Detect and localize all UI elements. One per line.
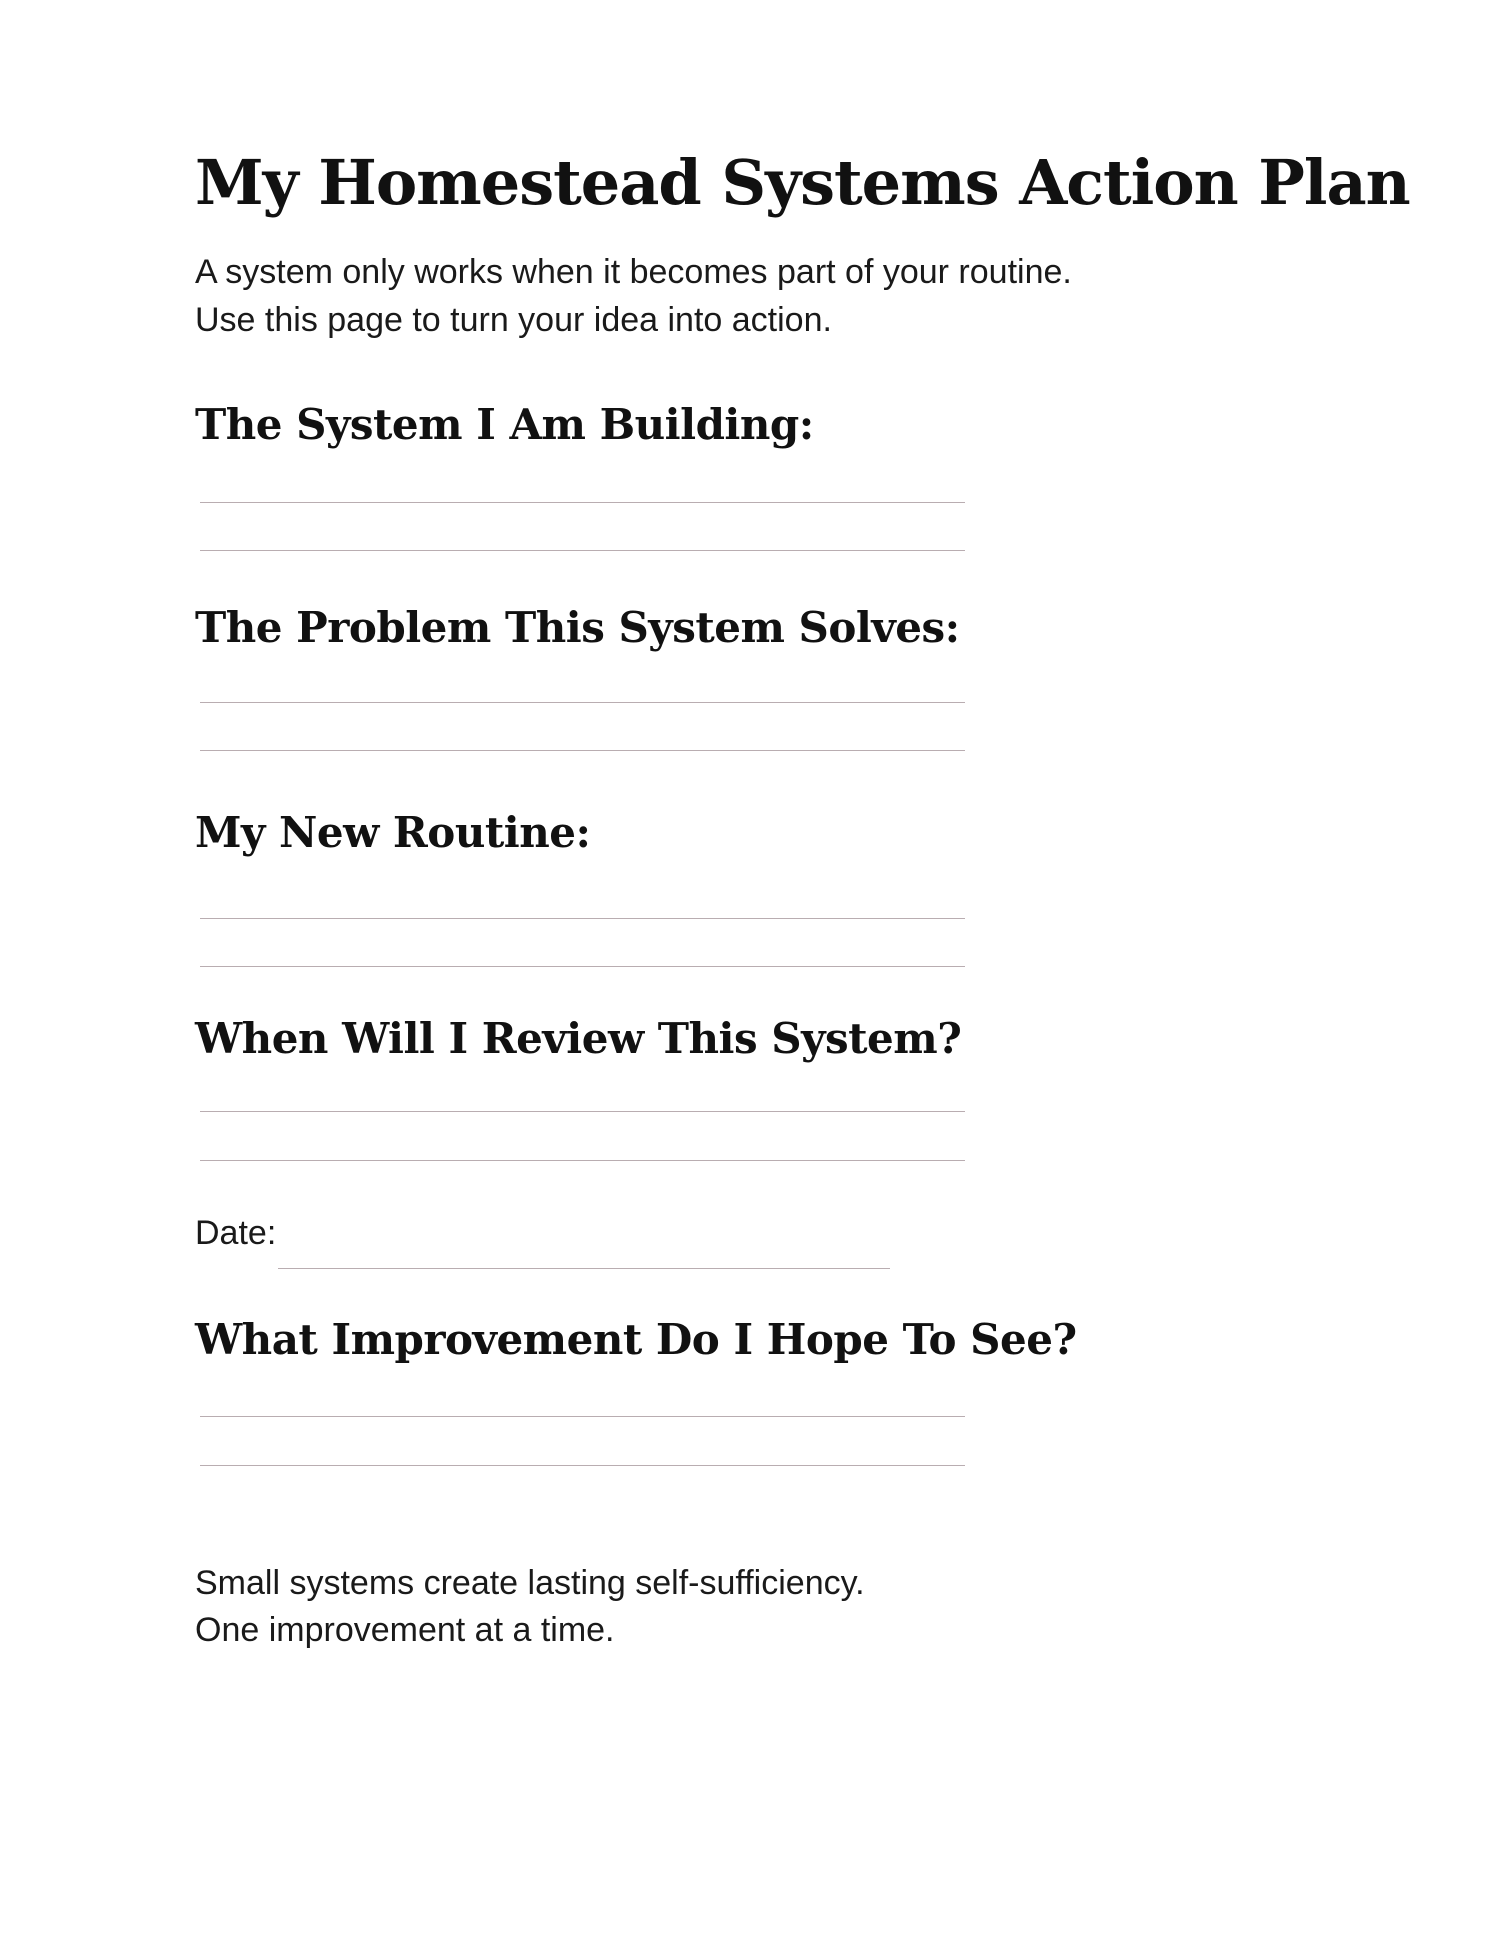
closing-text bbox=[195, 1560, 865, 1654]
intro-line-1: A system only works when it becomes part of your routine. bbox=[195, 253, 1072, 291]
intro-line-2: Use this page to turn your idea into action. bbox=[195, 301, 832, 339]
write-line-system-1[interactable] bbox=[200, 502, 965, 503]
section-heading-problem: The Problem This System Solves: bbox=[195, 603, 960, 652]
write-line-problem-2[interactable] bbox=[200, 750, 965, 751]
intro-text bbox=[195, 248, 1072, 344]
section-heading-system: The System I Am Building: bbox=[195, 400, 814, 449]
write-line-routine-1[interactable] bbox=[200, 918, 965, 919]
write-line-improvement-2[interactable] bbox=[200, 1465, 965, 1466]
closing-line-2: One improvement at a time. bbox=[195, 1611, 615, 1649]
date-write-line[interactable] bbox=[278, 1268, 890, 1269]
closing-line-1: Small systems create lasting self-sufficiency. bbox=[195, 1564, 865, 1602]
write-line-problem-1[interactable] bbox=[200, 702, 965, 703]
write-line-system-2[interactable] bbox=[200, 550, 965, 551]
write-line-improvement-1[interactable] bbox=[200, 1416, 965, 1417]
write-line-review-2[interactable] bbox=[200, 1160, 965, 1161]
section-heading-routine: My New Routine: bbox=[195, 808, 591, 857]
section-heading-improvement: What Improvement Do I Hope To See? bbox=[195, 1315, 1077, 1364]
write-line-review-1[interactable] bbox=[200, 1111, 965, 1112]
date-label: Date: bbox=[195, 1214, 277, 1252]
section-heading-review: When Will I Review This System? bbox=[195, 1014, 962, 1063]
page-title: My Homestead Systems Action Plan bbox=[195, 146, 1410, 219]
write-line-routine-2[interactable] bbox=[200, 966, 965, 967]
